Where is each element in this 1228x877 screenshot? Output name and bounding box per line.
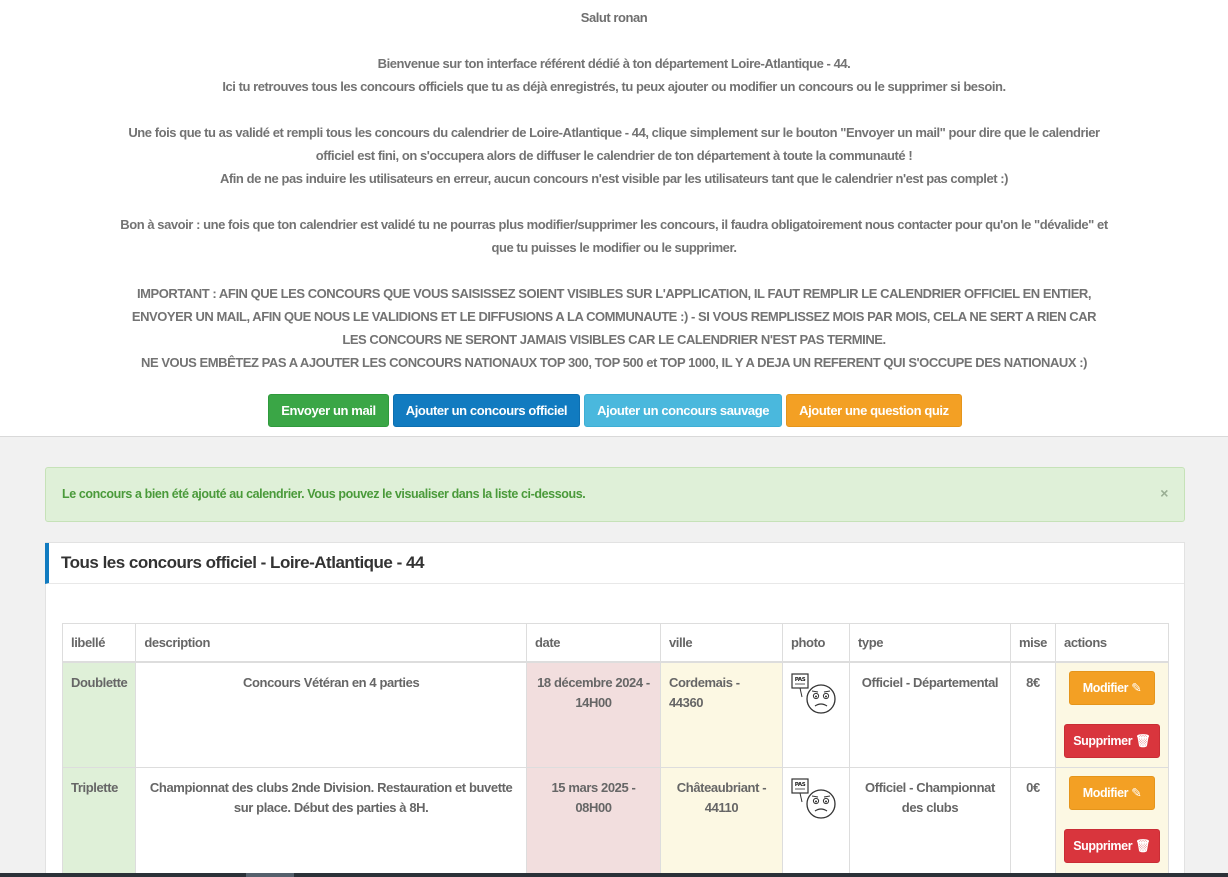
pencil-icon: ✎	[1131, 680, 1142, 695]
modify-button[interactable]	[1069, 671, 1155, 705]
cell-ville: Châteaubriant - 44110	[660, 768, 782, 874]
action-buttons	[0, 394, 1228, 427]
delete-label: Supprimer	[1073, 839, 1133, 853]
modify-label: Modifier	[1082, 786, 1129, 800]
cell-libelle: Doublette	[63, 662, 136, 768]
welcome-line-2: Ici tu retrouves tous les concours officiels que tu as déjà enregistrés, tu peux ajouter ou modifier un concours ou le supprimer si besoin.	[222, 79, 1006, 94]
delete-button[interactable]	[1064, 724, 1160, 758]
no-photo-icon	[791, 673, 841, 717]
modify-label: Modifier	[1082, 680, 1129, 695]
header-actions: actions	[1056, 624, 1169, 662]
cell-actions	[1056, 768, 1169, 874]
header-mise: mise	[1010, 624, 1055, 662]
instruction-paragraph: Une fois que tu as validé et rempli tous les concours du calendrier de Loire-Atlantique - 44, clique simplement sur le bouton "Envoyer un mail" pour dire que le calendrier officiel est fini, on s'occupera alors de diffuser le calendrier de ton département à toute la communauté !	[128, 125, 1100, 163]
header-ville: ville	[660, 624, 782, 662]
good-to-know: Bon à savoir : une fois que ton calendrier est validé tu ne pourras plus modifier/supprimer les concours, il faudra obligatoirement nous contacter pour qu'on le "dévalide" et que tu puisses le modifier ou le supprimer.	[120, 217, 1108, 255]
trash-icon: 🗑	[1135, 839, 1151, 853]
cell-ville: Cordemais - 44360	[660, 662, 782, 768]
cell-description: Championnat des clubs 2nde Division. Restauration et buvette sur place. Début des parties à 8H.	[136, 768, 527, 874]
nationals-notice: NE VOUS EMBÊTEZ PAS A AJOUTER LES CONCOURS NATIONAUX TOP 300, TOP 500 et TOP 1000, IL Y A DEJA UN REFERENT QUI S'OCCUPE DES NATIONAUX :)	[141, 355, 1087, 370]
welcome-line-1: Bienvenue sur ton interface référent dédié à ton département Loire-Atlantique - 44.	[377, 56, 851, 71]
cell-photo	[782, 768, 849, 874]
table-row	[63, 768, 1169, 874]
alert-message: Le concours a bien été ajouté au calendrier. Vous pouvez le visualiser dans la liste ci-dessous.	[62, 487, 586, 501]
cell-type: Officiel - Départemental	[849, 662, 1010, 768]
cell-photo	[782, 662, 849, 768]
close-icon[interactable]: ×	[1160, 485, 1168, 501]
header-libelle: libellé	[63, 624, 136, 662]
delete-button[interactable]	[1064, 829, 1160, 863]
add-quiz-question-button[interactable]: Ajouter une question quiz	[786, 394, 962, 427]
header-date: date	[526, 624, 660, 662]
no-photo-icon	[791, 778, 841, 822]
no-photo-text: PAS	[794, 676, 806, 683]
scrollbar-thumb[interactable]	[246, 873, 294, 877]
success-alert	[45, 467, 1185, 522]
add-official-contest-button[interactable]: Ajouter un concours officiel	[393, 394, 580, 427]
visibility-note: Afin de ne pas induire les utilisateurs en erreur, aucun concours n'est visible par les utilisateurs tant que le calendrier n'est pas complet :)	[219, 171, 1009, 186]
send-mail-button[interactable]: Envoyer un mail	[268, 394, 388, 427]
contests-panel	[45, 542, 1185, 877]
cell-description: Concours Vétéran en 4 parties	[136, 662, 527, 768]
important-notice: IMPORTANT : AFIN QUE LES CONCOURS QUE VOUS SAISISSEZ SOIENT VISIBLES SUR L'APPLICATION, IL FAUT REMPLIR LE CALENDRIER OFFICIEL EN ENTIER, ENVOYER UN MAIL, AFIN QUE NOUS LE VALIDIONS ET LE DIFFUSIONS A LA COMMUNAUTE :) - SI VOUS REMPLISSEZ MOIS PAR MOIS, CELA NE SERT A RIEN CAR LES CONCOURS NE SERONT JAMAIS VISIBLES CAR LE CALENDRIER N'EST PAS TERMINE.	[131, 286, 1097, 347]
bottom-scrollbar[interactable]	[0, 873, 1228, 877]
header-type: type	[849, 624, 1010, 662]
cell-libelle: Triplette	[63, 768, 136, 874]
cell-date: 18 décembre 2024 - 14H00	[526, 662, 660, 768]
greeting: Salut ronan	[580, 10, 648, 25]
add-wild-contest-button[interactable]: Ajouter un concours sauvage	[584, 394, 782, 427]
table-header-row	[63, 624, 1169, 662]
cell-mise: 0€	[1010, 768, 1055, 874]
header-photo: photo	[782, 624, 849, 662]
contests-table	[62, 623, 1169, 874]
no-photo-text: PAS	[794, 782, 806, 788]
cell-actions	[1056, 662, 1169, 768]
table-row	[63, 662, 1169, 768]
intro-section	[0, 0, 1228, 437]
delete-label: Supprimer	[1073, 733, 1133, 748]
trash-icon: 🗑	[1135, 733, 1151, 748]
cell-mise: 8€	[1010, 662, 1055, 768]
modify-button[interactable]	[1069, 776, 1155, 810]
panel-title: Tous les concours officiel - Loire-Atlantique - 44	[45, 543, 1184, 584]
pencil-icon: ✎	[1131, 786, 1142, 800]
cell-type: Officiel - Championnat des clubs	[849, 768, 1010, 874]
cell-date: 15 mars 2025 - 08H00	[526, 768, 660, 874]
header-description: description	[136, 624, 527, 662]
